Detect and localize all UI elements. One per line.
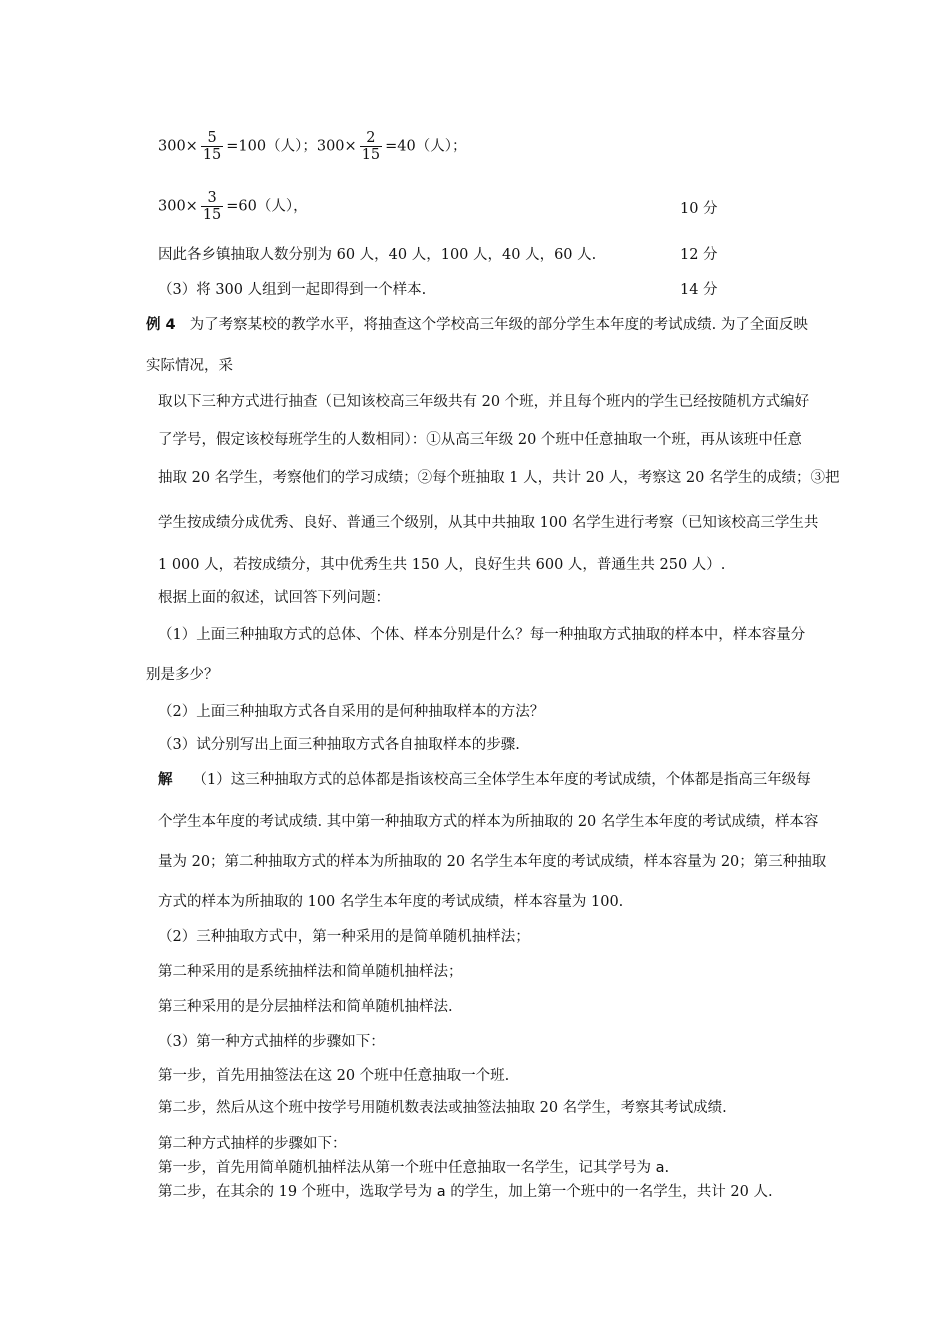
solution-line [158,1158,669,1178]
solution-line: 第二步，然后从这个班中按学号用随机数表法或抽签法抽取 20 名学生，考察其考试成绩. [158,1100,727,1116]
score-label: 10 分 [680,201,718,217]
solution-line: 第一步，首先用抽签法在这 20 个班中任意抽取一个班. [158,1068,510,1084]
score-label: 14 分 [680,282,718,298]
solution-text: . [664,1160,670,1176]
calc-text: =60（人）， [226,198,308,215]
calc-line-1 [158,130,467,163]
solution-text: 第二步，在其余的 19 个班中，选取学号为 [158,1184,437,1200]
paragraph-line: 了学号，假定该校每班学生的人数相同）：①从高三年级 20 个班中任意抽取一个班，再从该班中任意 [158,432,802,448]
fraction: $\frac{5}{15}$ [202,130,222,163]
solution-line: （2）三种抽取方式中，第一种采用的是简单随机抽样法； [158,929,530,945]
solution-line: （3）第一种方式抽样的步骤如下： [158,1034,385,1050]
fraction: $\frac{2}{15}$ [361,130,381,163]
paragraph-line: 取以下三种方式进行抽查（已知该校高三年级共有 20 个班，并且每个班内的学生已经按随机方式编好 [158,394,810,410]
solution-line: 第三种采用的是分层抽样法和简单随机抽样法. [158,999,453,1015]
question-line: （3）试分别写出上面三种抽取方式各自抽取样本的步骤. [158,737,520,753]
solution-line: 第二种方式抽样的步骤如下： [158,1136,347,1152]
paragraph-line: 根据上面的叙述，试回答下列问题： [158,590,390,606]
solution-line [158,1182,773,1202]
solution-line: 第二种采用的是系统抽样法和简单随机抽样法； [158,964,463,980]
fraction: $\frac{3}{15}$ [202,190,222,223]
paragraph-line: 学生按成绩分成优秀、良好、普通三个级别，从其中共抽取 100 名学生进行考察（已知该校高三学生共 [158,515,819,531]
calc-line-2 [158,190,308,223]
solution-line: 方式的样本为所抽取的 100 名学生本年度的考试成绩，样本容量为 100. [158,894,624,910]
solution-line: 量为 20；第二种抽取方式的样本为所抽取的 20 名学生本年度的考试成绩，样本容量为 20；第三种抽取 [158,854,827,870]
question-line: （2）上面三种抽取方式各自采用的是何种抽取样本的方法？ [158,704,545,720]
solution-text: 的学生，加上第一个班中的一名学生，共计 20 人. [445,1184,773,1200]
score-label: 12 分 [680,247,718,263]
calc-text: =40（人）； [385,138,467,155]
example-label: 例 4 [146,317,176,333]
question-line: 别是多少？ [146,667,219,683]
paragraph-line: 1 000 人，若按成绩分，其中优秀生共 150 人，良好生共 600 人，普通生共 250 人）. [158,557,726,573]
calc-text: =100（人）；300× [226,138,357,155]
calc-text: 300× [158,138,198,155]
solution-line: 个学生本年度的考试成绩. 其中第一种抽取方式的样本为所抽取的 20 名学生本年度的考试成绩，样本容 [158,814,819,830]
paragraph-line: 实际情况，采 [146,358,233,374]
solution-text: 第一步，首先用简单随机抽样法从第一个班中任意抽取一名学生，记其学号为 [158,1160,656,1176]
calc-line-3: 因此各乡镇抽取人数分别为 60 人，40 人，100 人，40 人，60 人. [158,247,597,263]
calc-line-4: （3）将 300 人组到一起即得到一个样本. [158,282,427,298]
question-line: （1）上面三种抽取方式的总体、个体、样本分别是什么？每一种抽取方式抽取的样本中，样本容量分 [158,627,806,643]
solution-heading-line [158,770,811,790]
paragraph-text: 为了考察某校的教学水平，将抽查这个学校高三年级的部分学生本年度的考试成绩. 为了全面反映 [189,317,808,333]
variable-a: a [655,1160,665,1176]
paragraph-line: 抽取 20 名学生，考察他们的学习成绩；②每个班抽取 1 人，共计 20 人，考察这 20 名学生的成绩；③把 [158,470,840,486]
calc-text: 300× [158,198,198,215]
solution-text: （1）这三种抽取方式的总体都是指该校高三全体学生本年度的考试成绩，个体都是指高三年级每 [192,772,811,788]
variable-a: a [436,1184,446,1200]
example-heading-line [146,315,808,335]
solution-label: 解 [158,771,173,788]
